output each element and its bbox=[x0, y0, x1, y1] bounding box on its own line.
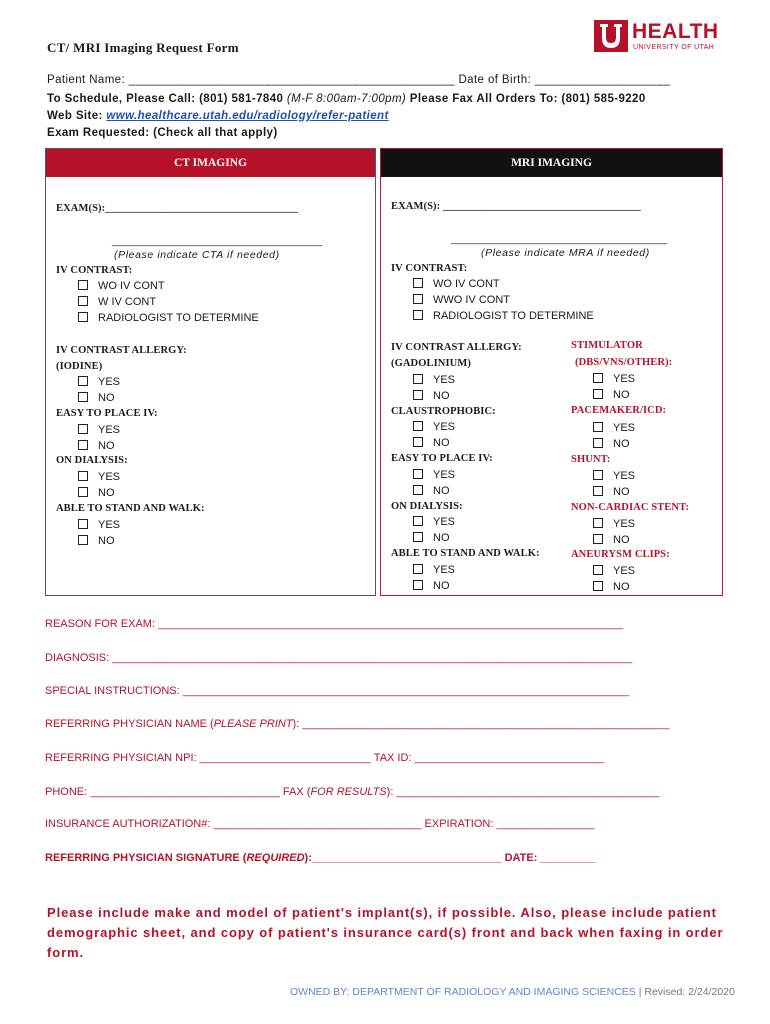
mri-imaging-header: MRI IMAGING bbox=[381, 149, 722, 177]
logo-subtitle: UNIVERSITY OF UTAH bbox=[633, 44, 715, 51]
checkbox[interactable] bbox=[78, 424, 88, 434]
mri-dialysis-no[interactable]: NO bbox=[413, 532, 450, 544]
mri-pacemaker-label: PACEMAKER/ICD: bbox=[571, 405, 667, 416]
mri-stimulator-sub: (DBS/VNS/OTHER): bbox=[575, 357, 673, 368]
implant-notice: Please include make and model of patient's implant(s), if possible. Also, please include patient demographic sheet, and copy of patient's insurance card(s) front and back when faxing in order form. bbox=[47, 905, 724, 960]
website-line bbox=[47, 110, 389, 122]
referring-physician-name-field[interactable]: REFERRING PHYSICIAN NAME (PLEASE PRINT): ____________________________________________________________ bbox=[45, 718, 670, 730]
ct-exams-note: (Please indicate CTA if needed) bbox=[114, 249, 280, 261]
mri-allergy-label: IV CONTRAST ALLERGY: bbox=[391, 342, 522, 353]
checkbox[interactable] bbox=[593, 470, 603, 480]
ct-stand-walk-label: ABLE TO STAND AND WALK: bbox=[56, 503, 205, 514]
checkbox[interactable] bbox=[413, 390, 423, 400]
mri-allergy-yes[interactable]: YES bbox=[413, 374, 455, 386]
ct-easy-iv-yes[interactable]: YES bbox=[78, 424, 120, 436]
ct-stand-walk-no[interactable]: NO bbox=[78, 535, 115, 547]
checkbox[interactable] bbox=[413, 469, 423, 479]
checkbox[interactable] bbox=[78, 487, 88, 497]
checkbox[interactable] bbox=[413, 580, 423, 590]
checkbox[interactable] bbox=[413, 374, 423, 384]
mri-exams-field[interactable]: EXAM(S): _____________________________________ bbox=[391, 201, 641, 212]
ct-iv-contrast-label: IV CONTRAST: bbox=[56, 265, 133, 276]
mri-easy-iv-yes[interactable]: YES bbox=[413, 469, 455, 481]
checkbox[interactable] bbox=[78, 296, 88, 306]
ct-stand-walk-yes[interactable]: YES bbox=[78, 519, 120, 531]
special-instructions-field[interactable]: SPECIAL INSTRUCTIONS: _________________________________________________________________________ bbox=[45, 685, 630, 697]
mri-shunt-label: SHUNT: bbox=[571, 454, 611, 465]
mri-easy-iv-no[interactable]: NO bbox=[413, 485, 450, 497]
checkbox[interactable] bbox=[593, 565, 603, 575]
checkbox[interactable] bbox=[413, 485, 423, 495]
ct-imaging-header: CT IMAGING bbox=[46, 149, 375, 177]
mri-claustrophobic-label: CLAUSTROPHOBIC: bbox=[391, 406, 496, 417]
exam-requested-label: Exam Requested: (Check all that apply) bbox=[47, 127, 278, 139]
schedule-phone: To Schedule, Please Call: (801) 581-7840 bbox=[47, 93, 284, 105]
checkbox[interactable] bbox=[593, 534, 603, 544]
mri-dialysis-yes[interactable]: YES bbox=[413, 516, 455, 528]
insurance-authorization-field[interactable]: INSURANCE AUTHORIZATION#: __________________________________ EXPIRATION: ________________ bbox=[45, 818, 595, 830]
checkbox[interactable] bbox=[78, 392, 88, 402]
mri-option-wwo-iv[interactable]: WWO IV CONT bbox=[413, 294, 510, 306]
ct-easy-iv-label: EASY TO PLACE IV: bbox=[56, 408, 158, 419]
mri-stimulator-yes[interactable]: YES bbox=[593, 373, 635, 385]
mri-aneurysm-no[interactable]: NO bbox=[593, 581, 630, 593]
mri-iv-contrast-label: IV CONTRAST: bbox=[391, 263, 468, 274]
checkbox[interactable] bbox=[413, 278, 423, 288]
mri-exams-note: (Please indicate MRA if needed) bbox=[481, 247, 650, 259]
mri-easy-iv-label: EASY TO PLACE IV: bbox=[391, 453, 493, 464]
checkbox[interactable] bbox=[593, 373, 603, 383]
mri-stimulator-no[interactable]: NO bbox=[593, 389, 630, 401]
checkbox[interactable] bbox=[413, 310, 423, 320]
ct-exams-field[interactable]: EXAM(S):____________________________________ bbox=[56, 203, 298, 214]
mri-shunt-yes[interactable]: YES bbox=[593, 470, 635, 482]
ct-allergy-yes[interactable]: YES bbox=[78, 376, 120, 388]
checkbox[interactable] bbox=[593, 486, 603, 496]
checkbox[interactable] bbox=[413, 437, 423, 447]
ct-option-wo-iv[interactable]: WO IV CONT bbox=[78, 280, 165, 292]
ct-exams-line2[interactable]: ____________________________________ bbox=[112, 235, 323, 247]
mri-allergy-no[interactable]: NO bbox=[413, 390, 450, 402]
ct-imaging-panel bbox=[45, 148, 376, 596]
diagnosis-field[interactable]: DIAGNOSIS: _____________________________________________________________________________________ bbox=[45, 652, 633, 664]
ct-dialysis-yes[interactable]: YES bbox=[78, 471, 120, 483]
checkbox[interactable] bbox=[593, 581, 603, 591]
checkbox[interactable] bbox=[593, 518, 603, 528]
fax-number: Please Fax All Orders To: (801) 585-9220 bbox=[409, 93, 646, 105]
ct-allergy-label: IV CONTRAST ALLERGY: bbox=[56, 345, 187, 356]
footer-owner: OWNED BY: DEPARTMENT OF RADIOLOGY AND IMAGING SCIENCES bbox=[290, 986, 636, 998]
checkbox[interactable] bbox=[413, 564, 423, 574]
physician-signature-field[interactable]: REFERRING PHYSICIAN SIGNATURE (REQUIRED):_______________________________ DATE: _________ bbox=[45, 852, 596, 864]
ct-option-w-iv[interactable]: W IV CONT bbox=[78, 296, 156, 308]
website-label: Web Site: bbox=[47, 110, 103, 122]
checkbox[interactable] bbox=[78, 376, 88, 386]
mri-aneurysm-label: ANEURYSM CLIPS: bbox=[571, 549, 670, 560]
schedule-line bbox=[47, 93, 646, 105]
mri-shunt-no[interactable]: NO bbox=[593, 486, 630, 498]
mri-stent-yes[interactable]: YES bbox=[593, 518, 635, 530]
website-link[interactable]: www.healthcare.utah.edu/radiology/refer-patient bbox=[106, 110, 389, 122]
ct-allergy-sub: (IODINE) bbox=[56, 361, 103, 372]
mri-stent-label: NON-CARDIAC STENT: bbox=[571, 502, 689, 513]
ct-dialysis-label: ON DIALYSIS: bbox=[56, 455, 128, 466]
ct-allergy-no[interactable]: NO bbox=[78, 392, 115, 404]
checkbox[interactable] bbox=[78, 471, 88, 481]
checkbox[interactable] bbox=[78, 280, 88, 290]
footer-revised: | Revised: 2/24/2020 bbox=[635, 986, 735, 998]
mri-stand-walk-label: ABLE TO STAND AND WALK: bbox=[391, 548, 540, 559]
checkbox[interactable] bbox=[78, 440, 88, 450]
mri-pacemaker-no[interactable]: NO bbox=[593, 438, 630, 450]
mri-exams-line2[interactable]: _____________________________________ bbox=[451, 233, 668, 245]
reason-for-exam-field[interactable]: REASON FOR EXAM: ____________________________________________________________________________ bbox=[45, 618, 624, 630]
patient-name-line[interactable]: Patient Name: ________________________________________________ Date of Birth: ____________________ bbox=[47, 74, 671, 86]
schedule-hours: (M-F 8:00am-7:00pm) bbox=[286, 93, 407, 105]
mri-aneurysm-yes[interactable]: YES bbox=[593, 565, 635, 577]
mri-allergy-sub: (GADOLINIUM) bbox=[391, 358, 471, 369]
checkbox[interactable] bbox=[413, 421, 423, 431]
mri-stand-walk-no[interactable]: NO bbox=[413, 580, 450, 592]
checkbox[interactable] bbox=[593, 422, 603, 432]
mri-claustrophobic-no[interactable]: NO bbox=[413, 437, 450, 449]
mri-stent-no[interactable]: NO bbox=[593, 534, 630, 546]
checkbox[interactable] bbox=[78, 519, 88, 529]
checkbox[interactable] bbox=[413, 294, 423, 304]
mri-imaging-panel bbox=[380, 148, 723, 596]
ct-dialysis-no[interactable]: NO bbox=[78, 487, 115, 499]
mri-option-wo-iv[interactable]: WO IV CONT bbox=[413, 278, 500, 290]
mri-pacemaker-yes[interactable]: YES bbox=[593, 422, 635, 434]
mri-claustrophobic-yes[interactable]: YES bbox=[413, 421, 455, 433]
mri-stimulator-label: STIMULATOR bbox=[571, 340, 643, 351]
form-title: CT/ MRI Imaging Request Form bbox=[47, 40, 239, 55]
npi-taxid-field[interactable]: REFERRING PHYSICIAN NPI: ____________________________ TAX ID: _______________________________ bbox=[45, 752, 605, 764]
logo-health-text: HEALTH bbox=[632, 20, 719, 43]
checkbox[interactable] bbox=[413, 532, 423, 542]
phone-fax-field[interactable]: PHONE: _______________________________ FAX (FOR RESULTS): ___________________________________________ bbox=[45, 786, 660, 798]
mri-option-radiologist[interactable]: RADIOLOGIST TO DETERMINE bbox=[413, 310, 594, 322]
checkbox[interactable] bbox=[413, 516, 423, 526]
mri-dialysis-label: ON DIALYSIS: bbox=[391, 501, 463, 512]
checkbox[interactable] bbox=[78, 312, 88, 322]
ct-easy-iv-no[interactable]: NO bbox=[78, 440, 115, 452]
checkbox[interactable] bbox=[78, 535, 88, 545]
ct-option-radiologist[interactable]: RADIOLOGIST TO DETERMINE bbox=[78, 312, 259, 324]
checkbox[interactable] bbox=[593, 389, 603, 399]
university-of-utah-logo-icon bbox=[594, 20, 628, 52]
mri-stand-walk-yes[interactable]: YES bbox=[413, 564, 455, 576]
checkbox[interactable] bbox=[593, 438, 603, 448]
footer bbox=[290, 986, 735, 998]
